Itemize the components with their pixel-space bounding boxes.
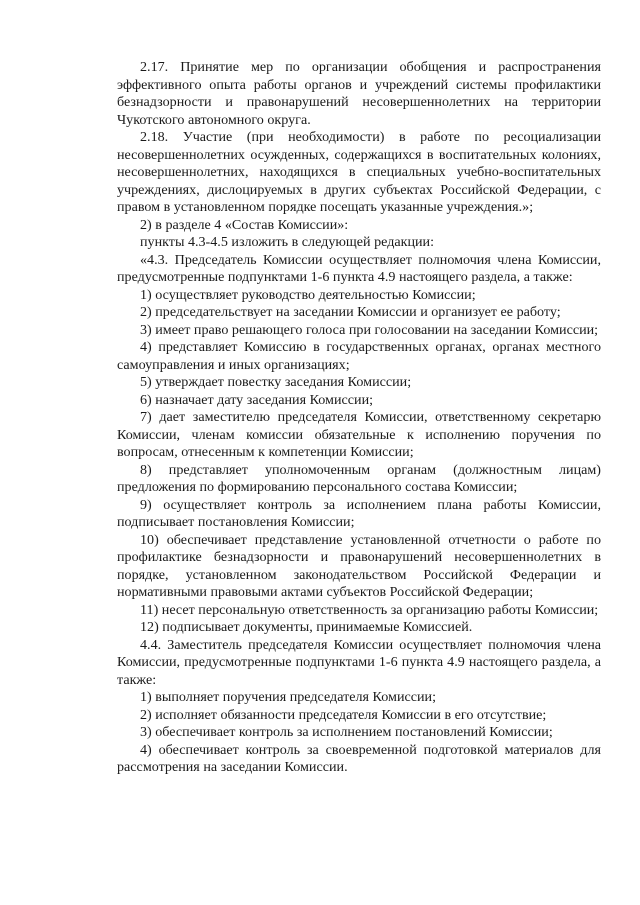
list-item-4-4-1: 1) выполняет поручения председателя Комиссии; [140, 689, 437, 705]
list-item-4-3-9: 9) осуществляет контроль за исполнением плана работы Комиссии, подписывает постановления Комиссии; [117, 496, 601, 530]
list-item-4-3-4: 4) представляет Комиссию в государственных органах, органах местного самоуправления и иных организациях; [117, 339, 601, 373]
list-item-4-3-8: 8) представляет уполномоченным органам (должностным лицам) предложения по формированию персонального состава Комиссии; [117, 461, 601, 495]
list-item-4-3-11: 11) несет персональную ответственность за организацию работы Комиссии; [140, 601, 599, 618]
list-item-4-3-7: 7) дает заместителю председателя Комиссии, ответственному секретарю Комиссии, членам комиссии обязательные к исполнению поручения по вопросам, отнесенным к компетенции Комиссии; [117, 409, 601, 460]
list-item-4-3-10: 10) обеспечивает представление установленной отчетности о работе по профилактике безнадзорности и правонарушений несовершеннолетних в порядке, установленном законодательством Российской Федерации и нормативными правовыми актами субъектов Российской Федерации; [117, 531, 601, 600]
paragraph-2-18: 2.18. Участие (при необходимости) в работе по ресоциализации несовершеннолетних осужденных, содержащихся в воспитательных колониях, несовершеннолетних, находящихся в специальных учебно-воспитательных учреждениях, дислоцируемых в других субъектах Российской Федерации, с правом в установленном порядке посещать указанные учреждения.»; [117, 129, 601, 215]
paragraph-2-17: 2.17. Принятие мер по организации обобщения и распространения эффективного опыта работы органов и учреждений системы профилактики безнадзорности и правонарушений несовершеннолетних на территории Чукотского автономного округа. [117, 59, 601, 128]
list-item-4-4-2: 2) исполняет обязанности председателя Комиссии в его отсутствие; [140, 706, 547, 723]
list-item-4-3-5: 5) утверждает повестку заседания Комиссии; [140, 374, 412, 390]
list-item-4-4-4: 4) обеспечивает контроль за своевременной подготовкой материалов для рассмотрения на заседании Комиссии. [117, 741, 601, 775]
list-item-4-3-6: 6) назначает дату заседания Комиссии; [140, 391, 374, 408]
list-item-4-3-12: 12) подписывает документы, принимаемые Комиссией. [140, 619, 473, 635]
list-item-4-4-3: 3) обеспечивает контроль за исполнением постановлений Комиссии; [140, 724, 553, 740]
list-item-4-3-3: 3) имеет право решающего голоса при голосовании на заседании Комиссии; [140, 321, 599, 338]
list-item-4-3-2: 2) председательствует на заседании Комиссии и организует ее работу; [140, 304, 561, 320]
paragraph-points-intro: пункты 4.3-4.5 изложить в следующей редакции: [140, 234, 435, 250]
list-item-4-3-1: 1) осуществляет руководство деятельностью Комиссии; [140, 286, 476, 303]
document-page [117, 59, 601, 777]
paragraph-4-3: «4.3. Председатель Комиссии осуществляет полномочия члена Комиссии, предусмотренные подпунктами 1-6 пункта 4.9 настоящего раздела, а также: [117, 251, 601, 285]
paragraph-4-4: 4.4. Заместитель председателя Комиссии осуществляет полномочия члена Комиссии, предусмотренные подпунктами 1-6 пункта 4.9 настоящего раздела, а также: [117, 636, 601, 688]
paragraph-section-4: 2) в разделе 4 «Состав Комиссии»: [140, 216, 349, 233]
